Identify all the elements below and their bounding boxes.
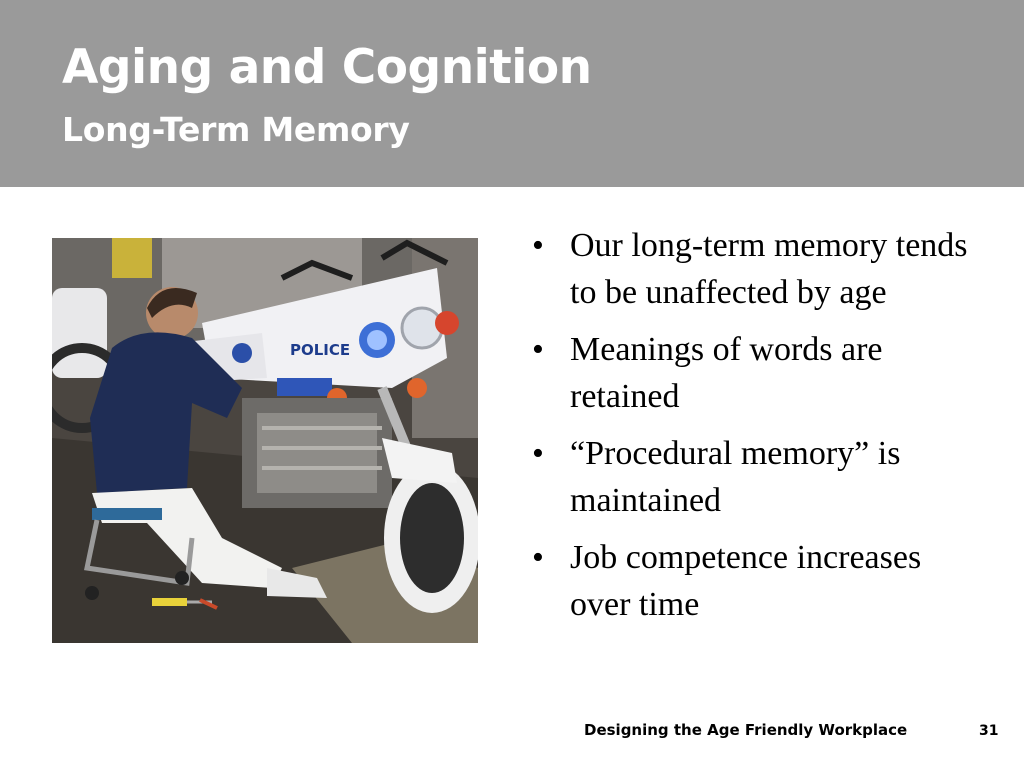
bullet-list	[532, 222, 972, 638]
bullet-item	[532, 222, 972, 316]
bullet-marker: •	[532, 435, 544, 472]
bullet-text: Meanings of words are retained	[570, 331, 883, 415]
page-number: 31	[979, 723, 999, 739]
slide-subtitle: Long-Term Memory	[62, 110, 410, 149]
mechanic-motorcycle-photo	[52, 238, 478, 643]
footer-presentation-title: Designing the Age Friendly Workplace	[584, 721, 908, 739]
bullet-marker: •	[532, 331, 544, 368]
slide-title: Aging and Cognition	[62, 40, 592, 95]
police-lettering: POLICE	[290, 341, 351, 359]
bullet-item	[532, 326, 972, 420]
bullet-item	[532, 430, 972, 524]
bullet-text: Job competence increases over time	[570, 539, 922, 623]
bullet-text: “Procedural memory” is maintained	[570, 435, 901, 519]
title-banner	[0, 0, 1024, 187]
bullet-item	[532, 534, 972, 628]
bullet-text: Our long-term memory tends to be unaffected by age	[570, 227, 968, 311]
bullet-marker: •	[532, 539, 544, 576]
bullet-marker: •	[532, 227, 544, 264]
